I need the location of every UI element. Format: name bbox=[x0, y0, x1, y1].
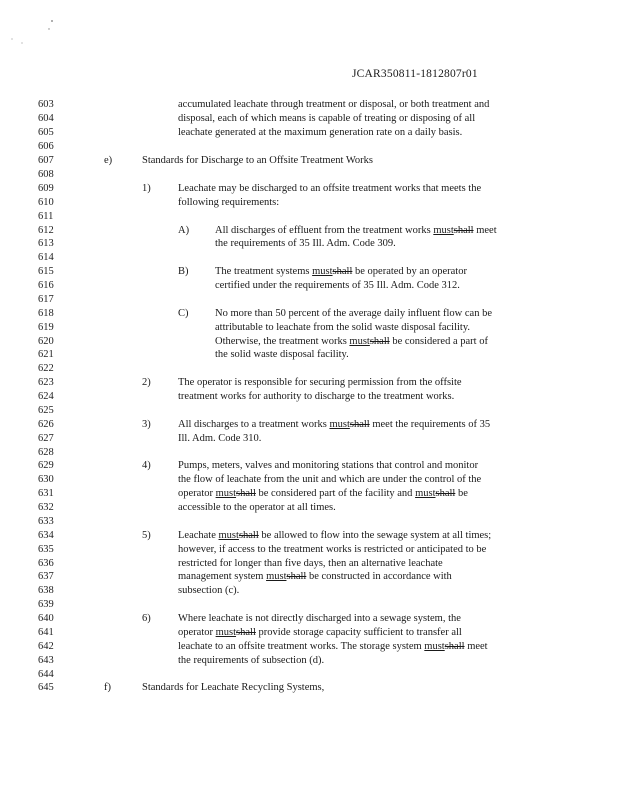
text-span: Leachate bbox=[178, 530, 219, 541]
deleted-text: shall bbox=[236, 627, 256, 638]
text-span: be bbox=[455, 488, 468, 499]
line-number: 631 bbox=[38, 488, 54, 499]
text-line: however, if access to the treatment works is restricted or anticipated to be bbox=[178, 544, 487, 555]
inserted-text: must bbox=[415, 488, 436, 499]
deleted-text: shall bbox=[349, 419, 370, 430]
inserted-text: must bbox=[433, 225, 454, 236]
line-number: 617 bbox=[38, 294, 54, 305]
subsection-heading-f: Standards for Leachate Recycling Systems, bbox=[142, 682, 325, 693]
line-number: 613 bbox=[38, 238, 54, 249]
inserted-text: must bbox=[424, 641, 445, 652]
line-number: 640 bbox=[38, 613, 54, 624]
line-number: 609 bbox=[38, 183, 54, 194]
text-line: following requirements: bbox=[178, 197, 280, 208]
line-number: 628 bbox=[38, 447, 54, 458]
line-number: 622 bbox=[38, 363, 54, 374]
text-span: All discharges to a treatment works bbox=[178, 419, 330, 430]
item-label-4: 4) bbox=[142, 460, 151, 471]
text-line bbox=[215, 265, 467, 279]
inserted-text: must bbox=[215, 488, 237, 499]
text-span: All discharges of effluent from the treatment works bbox=[215, 225, 434, 236]
line-number: 633 bbox=[38, 516, 54, 527]
text-line: restricted for longer than five days, then an alternative leachate bbox=[178, 558, 443, 569]
line-number: 625 bbox=[38, 405, 54, 416]
text-span: be allowed to flow into the sewage system at all times; bbox=[258, 530, 492, 541]
line-number: 621 bbox=[38, 349, 54, 360]
line-number: 616 bbox=[38, 280, 54, 291]
line-number: 619 bbox=[38, 322, 54, 333]
text-line bbox=[215, 335, 488, 349]
line-number: 645 bbox=[38, 682, 54, 693]
inserted-text: must bbox=[215, 627, 237, 638]
line-number: 641 bbox=[38, 627, 54, 638]
text-line bbox=[178, 570, 452, 584]
text-span: meet bbox=[464, 641, 488, 652]
inserted-text: must bbox=[349, 336, 370, 347]
text-span: provide storage capacity sufficient to transfer all bbox=[255, 627, 462, 638]
text-line: treatment works for authority to discharge to the treatment works. bbox=[178, 391, 455, 402]
inserted-text: must bbox=[266, 571, 287, 582]
text-line: accessible to the operator at all times. bbox=[178, 502, 336, 513]
text-line: Leachate may be discharged to an offsite treatment works that meets the bbox=[178, 183, 482, 194]
line-number: 626 bbox=[38, 419, 54, 430]
line-number: 644 bbox=[38, 669, 54, 680]
text-span: be operated by an operator bbox=[352, 266, 467, 277]
line-number: 627 bbox=[38, 433, 54, 444]
text-line: No more than 50 percent of the average daily influent flow can be bbox=[215, 308, 492, 319]
text-span: management system bbox=[178, 571, 267, 582]
item-label-A: A) bbox=[178, 225, 190, 236]
text-line: The operator is responsible for securing permission from the offsite bbox=[178, 377, 462, 388]
line-number: 637 bbox=[38, 571, 54, 582]
item-label-B: B) bbox=[178, 266, 189, 277]
text-span: operator bbox=[178, 627, 216, 638]
line-number: 614 bbox=[38, 252, 54, 263]
line-number: 629 bbox=[38, 460, 54, 471]
deleted-text: shall bbox=[369, 336, 390, 347]
text-line bbox=[178, 418, 490, 432]
line-number: 612 bbox=[38, 225, 54, 236]
deleted-text: shall bbox=[238, 530, 259, 541]
scan-specks bbox=[8, 18, 68, 48]
text-span: be constructed in accordance with bbox=[306, 571, 452, 582]
line-number: 639 bbox=[38, 599, 54, 610]
line-number: 634 bbox=[38, 530, 54, 541]
deleted-text: shall bbox=[236, 488, 256, 499]
line-number: 620 bbox=[38, 336, 54, 347]
text-line: Where leachate is not directly discharged into a sewage system, the bbox=[178, 613, 461, 624]
inserted-text: must bbox=[329, 419, 350, 430]
text-line: the requirements of 35 Ill. Adm. Code 309. bbox=[215, 238, 396, 249]
subsection-label-e: e) bbox=[104, 155, 113, 166]
text-line bbox=[178, 640, 488, 654]
deleted-text: shall bbox=[444, 641, 465, 652]
item-label-6: 6) bbox=[142, 613, 151, 624]
text-line bbox=[178, 487, 468, 501]
text-span: operator bbox=[178, 488, 216, 499]
line-number: 643 bbox=[38, 655, 54, 666]
deleted-text: shall bbox=[286, 571, 307, 582]
line-number: 611 bbox=[38, 211, 54, 222]
line-number: 642 bbox=[38, 641, 54, 652]
deleted-text: shall bbox=[332, 266, 353, 277]
line-number: 603 bbox=[38, 99, 54, 110]
text-line bbox=[178, 529, 491, 543]
line-number: 635 bbox=[38, 544, 54, 555]
text-span: Otherwise, the treatment works bbox=[215, 336, 350, 347]
text-line: subsection (c). bbox=[178, 585, 240, 596]
text-line bbox=[215, 224, 497, 238]
line-number: 636 bbox=[38, 558, 54, 569]
text-line: disposal, each of which means is capable of treating or disposing of all bbox=[178, 113, 476, 124]
item-label-3: 3) bbox=[142, 419, 151, 430]
text-line: the solid waste disposal facility. bbox=[215, 349, 349, 360]
subsection-heading-e: Standards for Discharge to an Offsite Treatment Works bbox=[142, 155, 373, 166]
line-number: 610 bbox=[38, 197, 54, 208]
line-number: 606 bbox=[38, 141, 54, 152]
text-span: be considered a part of bbox=[389, 336, 488, 347]
line-number: 624 bbox=[38, 391, 54, 402]
line-number: 615 bbox=[38, 266, 54, 277]
deleted-text: shall bbox=[453, 225, 474, 236]
line-number: 605 bbox=[38, 127, 54, 138]
text-span: meet the requirements of 35 bbox=[369, 419, 491, 430]
line-number: 623 bbox=[38, 377, 54, 388]
text-span: be considered part of the facility and bbox=[255, 488, 416, 499]
text-span: The treatment systems bbox=[215, 266, 313, 277]
item-label-C: C) bbox=[178, 308, 189, 319]
text-line: leachate generated at the maximum generation rate on a daily basis. bbox=[178, 127, 463, 138]
text-line: the requirements of subsection (d). bbox=[178, 655, 325, 666]
text-span: leachate to an offsite treatment works. The storage system bbox=[178, 641, 425, 652]
line-number: 604 bbox=[38, 113, 54, 124]
inserted-text: must bbox=[218, 530, 239, 541]
text-line: attributable to leachate from the solid waste disposal facility. bbox=[215, 322, 471, 333]
text-span: meet bbox=[473, 225, 497, 236]
text-line: Pumps, meters, valves and monitoring stations that control and monitor bbox=[178, 460, 479, 471]
document-id: JCAR350811-1812807r01 bbox=[352, 68, 478, 80]
text-line: accumulated leachate through treatment or disposal, or both treatment and bbox=[178, 99, 490, 110]
item-label-2: 2) bbox=[142, 377, 151, 388]
line-number: 608 bbox=[38, 169, 54, 180]
inserted-text: must bbox=[312, 266, 333, 277]
item-label-5: 5) bbox=[142, 530, 151, 541]
line-number: 638 bbox=[38, 585, 54, 596]
text-line bbox=[178, 626, 462, 640]
text-line: the flow of leachate from the unit and which are under the control of the bbox=[178, 474, 482, 485]
subsection-label-f: f) bbox=[104, 682, 111, 693]
line-number: 607 bbox=[38, 155, 54, 166]
text-line: Ill. Adm. Code 310. bbox=[178, 433, 262, 444]
line-number: 618 bbox=[38, 308, 54, 319]
text-line: certified under the requirements of 35 Ill. Adm. Code 312. bbox=[215, 280, 460, 291]
item-label-1: 1) bbox=[142, 183, 151, 194]
line-number: 630 bbox=[38, 474, 54, 485]
line-number: 632 bbox=[38, 502, 54, 513]
deleted-text: shall bbox=[435, 488, 456, 499]
